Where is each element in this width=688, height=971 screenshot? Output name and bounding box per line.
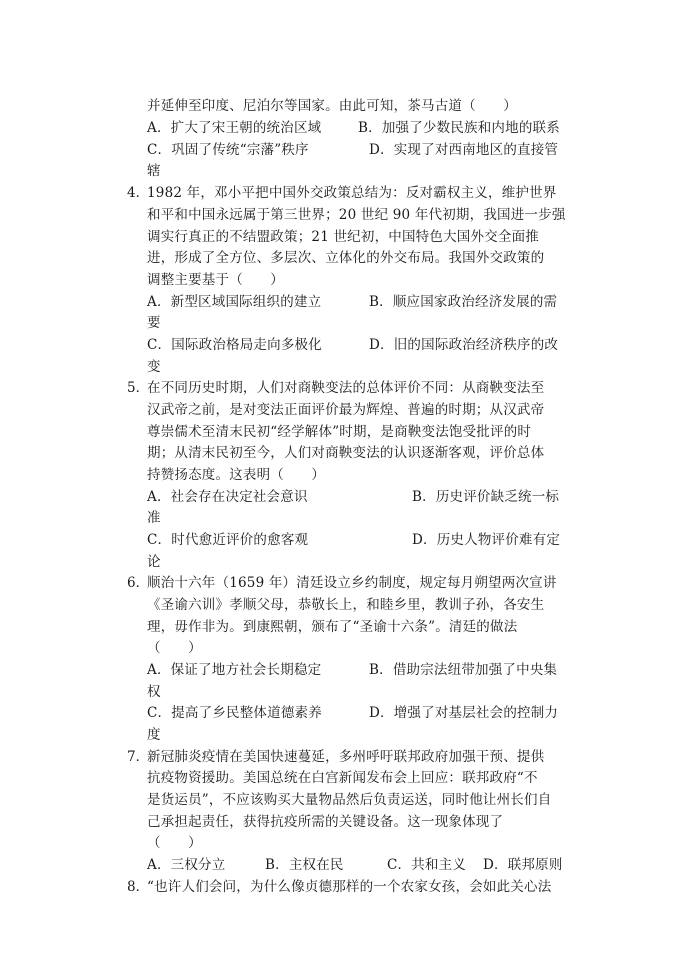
q6-option-b: B．借助宗法纽带加强了中央集 — [369, 662, 558, 678]
q5-option-d: D．历史人物评价难有定 — [412, 532, 561, 548]
q3-option-d-cont: 辖 — [147, 163, 161, 179]
q7-number: 7． — [127, 749, 150, 765]
q7-option-d: D．联邦原则 — [483, 857, 563, 873]
q7-text-line: （ ） — [147, 835, 202, 851]
q4-option-c: C．国际政治格局走向多极化 — [147, 337, 322, 353]
q4-option-d: D．旧的国际政治经济秩序的改 — [369, 337, 559, 353]
q6-option-a: A．保证了地方社会长期稳定 — [147, 662, 322, 678]
q7-text-line: 抗疫物资援助。美国总统在白宫新闻发布会上回应：联邦政府“不 — [147, 770, 538, 786]
q3-text-line: 并延伸至印度、尼泊尔等国家。由此可知，茶马古道（ ） — [147, 98, 517, 114]
q4-option-d-cont: 变 — [147, 359, 161, 375]
q5-option-d-cont: 论 — [147, 554, 161, 570]
q7-text-line: 新冠肺炎疫情在美国快速蔓延，多州呼吁联邦政府加强干预、提供 — [147, 749, 545, 765]
q7-option-a: A．三权分立 — [147, 857, 226, 873]
q7-option-c: C．共和主义 — [387, 857, 467, 873]
q4-text-line: 和平和中国永远属于第三世界；20 世纪 90 年代初期，我国进一步强 — [147, 207, 566, 223]
q5-option-c: C．时代愈近评价的愈客观 — [147, 532, 309, 548]
q6-text-line: 《圣谕六训》孝顺父母，恭敬长上，和睦乡里，教训子孙，各安生 — [147, 597, 545, 613]
q6-option-d: D．增强了对基层社会的控制力 — [369, 705, 559, 721]
q5-text-line: 汉武帝之前，是对变法正面评价最为辉煌、普遍的时期；从汉武帝 — [147, 402, 545, 418]
q5-option-a: A．社会存在决定社会意识 — [147, 489, 308, 505]
q5-text-line: 期；从清末民初至今，人们对商鞅变法的认识逐渐客观，评价总体 — [147, 445, 545, 461]
q5-text-line: 尊崇儒术至清末民初“经学解体”时期，是商鞅变法饱受批评的时 — [147, 424, 532, 440]
q4-option-a: A．新型区域国际组织的建立 — [147, 294, 322, 310]
q6-option-d-cont: 度 — [147, 727, 161, 743]
q5-text-line: 在不同历史时期，人们对商鞅变法的总体评价不同：从商鞅变法至 — [147, 380, 545, 396]
q6-text-line: 理，毋作非为。到康熙朝，颁布了“圣谕十六条”。清廷的做法 — [147, 619, 518, 635]
q4-text-line: 调实行真正的不结盟政策；21 世纪初，中国特色大国外交全面推 — [147, 229, 539, 245]
q4-number: 4． — [127, 185, 150, 201]
q5-option-b-cont: 准 — [147, 510, 161, 526]
q7-option-b: B．主权在民 — [265, 857, 344, 873]
q4-text-line: 进，形成了全方位、多层次、立体化的外交布局。我国外交政策的 — [147, 250, 545, 266]
q6-text-line: （ ） — [147, 640, 202, 656]
q6-option-c: C．提高了乡民整体道德素养 — [147, 705, 322, 721]
q6-number: 6． — [127, 575, 150, 591]
q6-option-b-cont: 权 — [147, 684, 161, 700]
q8-text-line: “也许人们会问，为什么像贞德那样的一个农家女孩，会如此关心法 — [147, 879, 552, 895]
q4-text-line: 调整主要基于（ ） — [147, 272, 284, 288]
q5-option-b: B．历史评价缺乏统一标 — [412, 489, 560, 505]
q3-option-d: D．实现了对西南地区的直接管 — [369, 142, 559, 158]
q5-number: 5． — [127, 380, 150, 396]
q3-option-a: A．扩大了宋王朝的统治区域 — [147, 120, 322, 136]
q4-option-b-cont: 要 — [147, 315, 161, 331]
q5-text-line: 持赞扬态度。这表明（ ） — [147, 467, 326, 483]
q7-text-line: 是货运员”，不应该购买大量物品然后负责运送，同时他让州长们自 — [147, 792, 552, 808]
q3-option-c: C．巩固了传统“宗藩”秩序 — [147, 142, 309, 158]
q3-option-b: B．加强了少数民族和内地的联系 — [358, 120, 560, 136]
q6-text-line: 顺治十六年（1659 年）清廷设立乡约制度，规定每月朔望两次宣讲 — [147, 575, 557, 591]
q7-text-line: 己承担起责任，获得抗疫所需的关键设备。这一现象体现了 — [147, 814, 504, 830]
q4-text-line: 1982 年，邓小平把中国外交政策总结为：反对霸权主义，维护世界 — [147, 185, 557, 201]
q4-option-b: B．顺应国家政治经济发展的需 — [369, 294, 558, 310]
q8-number: 8． — [127, 879, 150, 895]
